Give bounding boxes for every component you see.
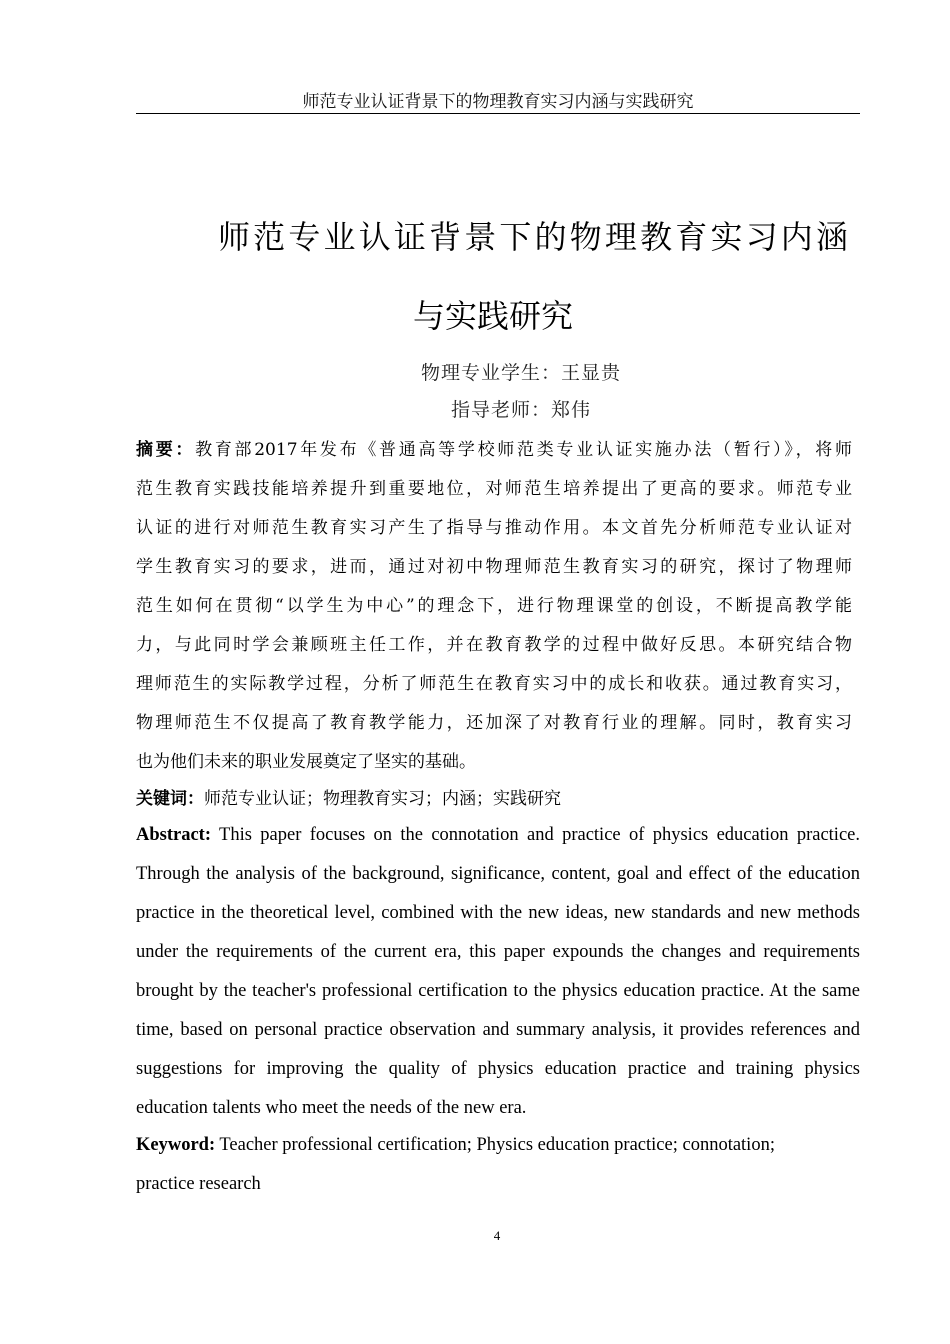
abstract-zh-line: 也为他们未来的职业发展奠定了坚实的基础。 [136, 752, 476, 772]
page-title-line2: 与实践研究 [413, 297, 574, 335]
abstract-en-line: education talents who meet the needs of the new era. [136, 1098, 527, 1118]
advisor: 指导老师：郑伟 [450, 399, 591, 421]
abstract-zh-line [136, 438, 852, 462]
keywords-en [136, 1133, 860, 1157]
abstract-zh-line: 理师范生的实际教学过程，分析了师范生在教育实习中的成长和收获。通过教育实习， [136, 674, 852, 694]
keywords-zh [136, 787, 852, 811]
abstract-en-line [136, 823, 860, 847]
abstract-en-line: under the requirements of the current era, this paper expounds the changes and requirements [136, 942, 860, 962]
abstract-zh-line: 物理师范生不仅提高了教育教学能力，还加深了对教育行业的理解。同时，教育实习 [136, 713, 852, 733]
abstract-en-text: This paper focuses on the connotation and practice of physics education practice. [211, 825, 860, 845]
abstract-en-line: brought by the teacher's professional certification to the physics education practice. At the same [136, 981, 860, 1001]
abstract-en-line: suggestions for improving the quality of physics education practice and training physics [136, 1059, 860, 1079]
abstract-en-line: practice in the theoretical level, combined with the new ideas, new standards and new methods [136, 903, 860, 923]
header-rule [136, 113, 860, 114]
abstract-zh-line: 范生如何在贯彻“以学生为中心”的理念下，进行物理课堂的创设，不断提高教学能 [136, 596, 852, 616]
author: 物理专业学生：王显贵 [420, 362, 621, 384]
abstract-zh-text: 教育部2017年发布《普通高等学校师范类专业认证实施办法（暂行）》，将师 [195, 440, 853, 460]
abstract-en-label: Abstract: [136, 825, 212, 845]
keywords-en-label: Keyword: [136, 1135, 216, 1155]
abstract-zh-line: 力，与此同时学会兼顾班主任工作，并在教育教学的过程中做好反思。本研究结合物 [136, 635, 852, 655]
abstract-zh-label: 摘要： [136, 440, 196, 460]
abstract-zh-line: 范生教育实践技能培养提升到重要地位，对师范生培养提出了更高的要求。师范专业 [136, 479, 852, 499]
keywords-en-text: Teacher professional certification; Physics education practice; connotation; [215, 1135, 775, 1155]
keywords-en-line2: practice research [136, 1174, 261, 1194]
abstract-en-line: Through the analysis of the background, significance, content, goal and effect of the education [136, 864, 860, 884]
page-title-line1: 师范专业认证背景下的物理教育实习内涵 [218, 218, 848, 256]
running-header: 师范专业认证背景下的物理教育实习内涵与实践研究 [302, 92, 694, 112]
keywords-zh-text: 师范专业认证；物理教育实习；内涵；实践研究 [204, 789, 561, 809]
page-number: 4 [493, 1228, 501, 1243]
abstract-zh-line: 认证的进行对师范生教育实习产生了指导与推动作用。本文首先分析师范专业认证对 [136, 518, 852, 538]
abstract-en-line: time, based on personal practice observation and summary analysis, it provides references and [136, 1020, 860, 1040]
keywords-zh-label: 关键词： [136, 789, 204, 809]
abstract-zh-line: 学生教育实习的要求，进而，通过对初中物理师范生教育实习的研究，探讨了物理师 [136, 557, 852, 577]
